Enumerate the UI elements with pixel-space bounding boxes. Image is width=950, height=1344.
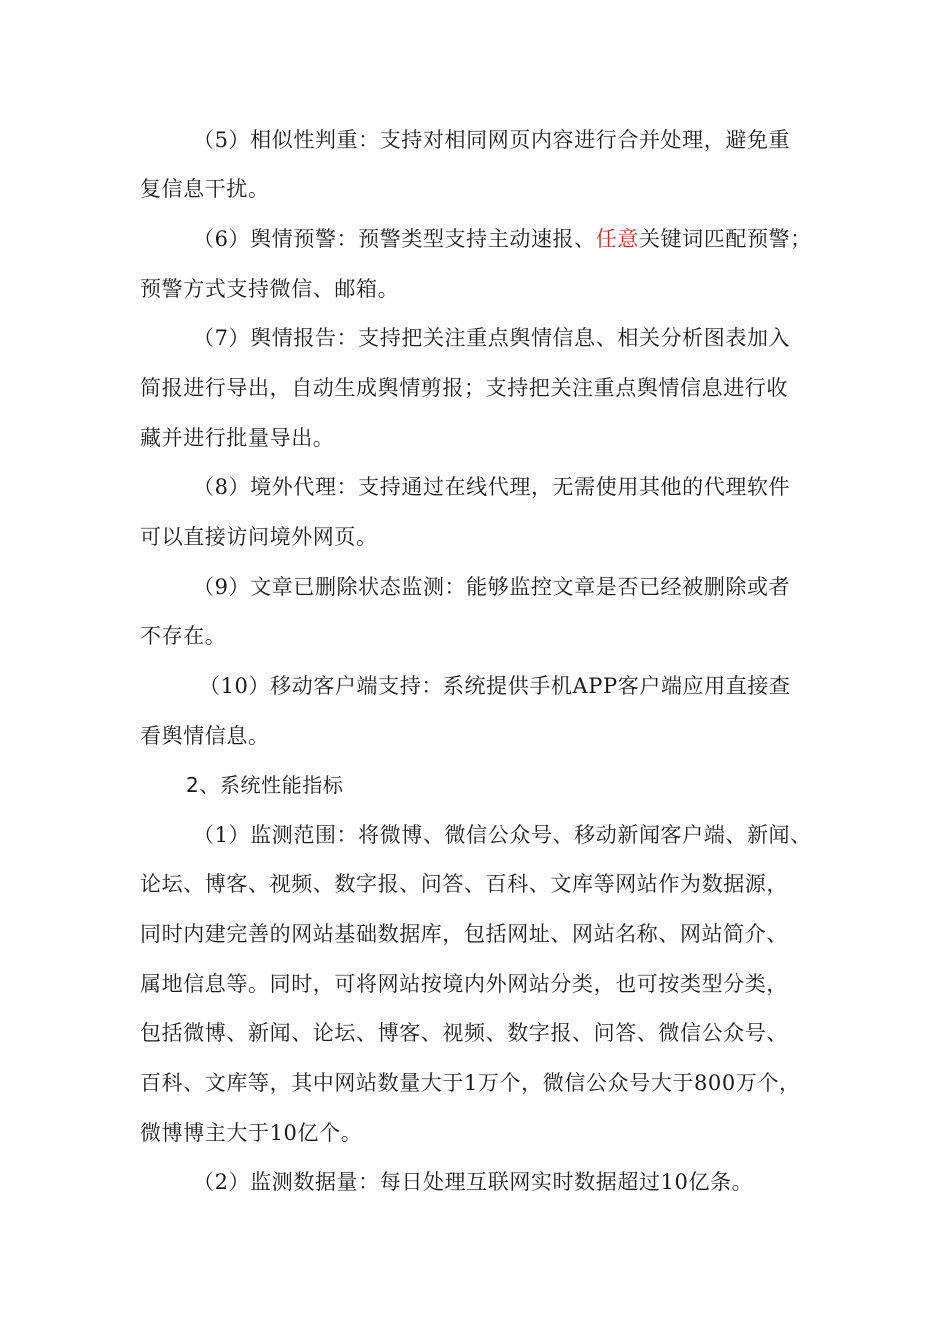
para-7-line-3: 藏并进行批量导出。 xyxy=(140,426,335,450)
para-6-line-2: 预警方式支持微信、邮箱。 xyxy=(140,277,400,301)
section-2-item-1-line-2: 论坛、博客、视频、数字报、问答、百科、文库等网站作为数据源， xyxy=(140,872,788,896)
section-2-item-1-line-5: 包括微博、新闻、论坛、博客、视频、数字报、问答、微信公众号、 xyxy=(140,1021,788,1045)
para-6-highlight: 任意 xyxy=(595,227,639,251)
para-8-line-1: （8）境外代理：支持通过在线代理，无需使用其他的代理软件 xyxy=(193,475,791,499)
section-2-item-2-line-1: （2）监测数据量：每日处理互联网实时数据超过10亿条。 xyxy=(193,1170,754,1194)
para-7-line-1: （7）舆情报告：支持把关注重点舆情信息、相关分析图表加入 xyxy=(193,326,791,350)
para-8-line-2: 可以直接访问境外网页。 xyxy=(140,525,378,549)
para-7-line-2: 简报进行导出，自动生成舆情剪报；支持把关注重点舆情信息进行收 xyxy=(140,376,788,400)
para-6-line-1 xyxy=(193,224,812,254)
section-2-item-1-line-4: 属地信息等。同时，可将网站按境内外网站分类，也可按类型分类， xyxy=(140,972,788,996)
para-5-line-1: （5）相似性判重：支持对相同网页内容进行合并处理，避免重 xyxy=(193,128,791,152)
section-2-item-1-line-3: 同时内建完善的网站基础数据库，包括网址、网站名称、网站简介、 xyxy=(140,922,788,946)
para-9-line-2: 不存在。 xyxy=(140,624,227,648)
para-9-line-1: （9）文章已删除状态监测：能够监控文章是否已经被删除或者 xyxy=(193,575,791,599)
para-10-line-2: 看舆情信息。 xyxy=(140,724,270,748)
section-2-item-1-line-1: （1）监测范围：将微博、微信公众号、移动新闻客户端、新闻、 xyxy=(193,823,812,847)
para-10-line-1: （10）移动客户端支持：系统提供手机APP客户端应用直接查 xyxy=(199,674,791,698)
para-5-line-2: 复信息干扰。 xyxy=(140,177,270,201)
section-2-heading: 2、系统性能指标 xyxy=(186,773,344,797)
section-2-item-1-line-7: 微博博主大于10亿个。 xyxy=(140,1121,363,1145)
section-2-item-1-line-6: 百科、文库等，其中网站数量大于1万个，微信公众号大于800万个， xyxy=(140,1071,801,1095)
para-6-text-a: （6）舆情预警：预警类型支持主动速报、 xyxy=(193,227,596,251)
para-6-text-b: 关键词匹配预警； xyxy=(638,227,812,251)
